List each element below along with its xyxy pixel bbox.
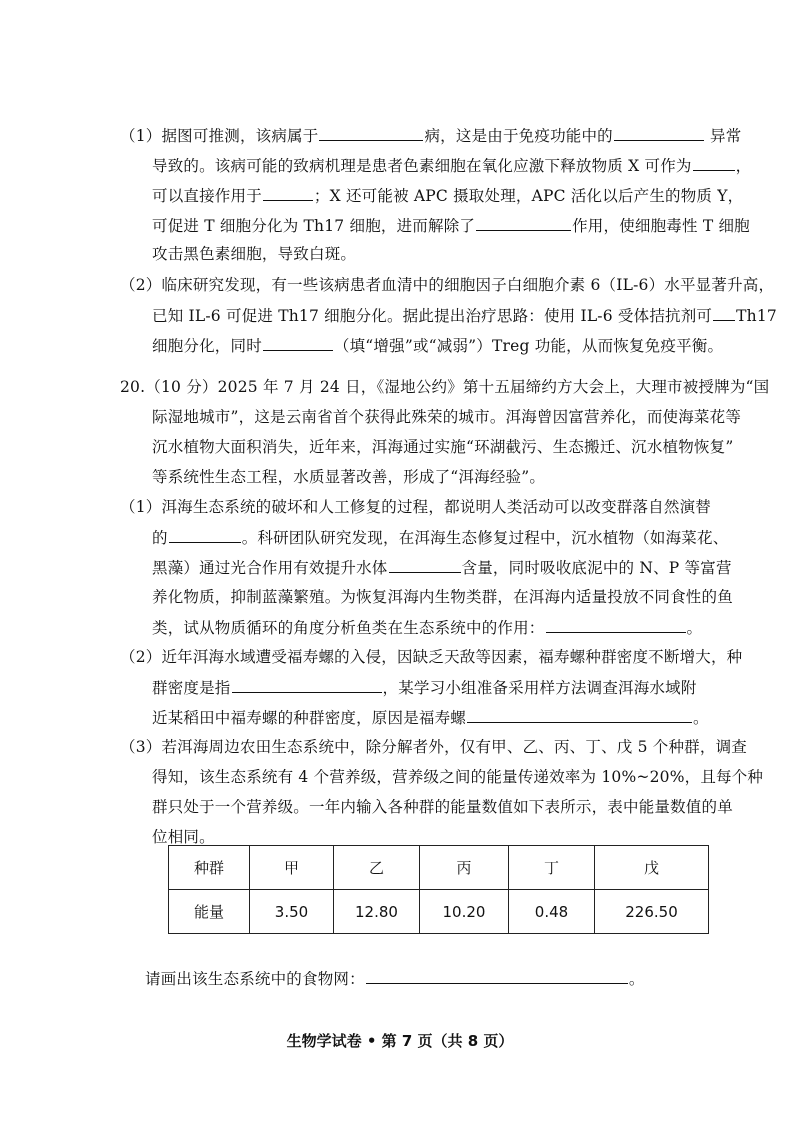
q19-p1-line1: （1）据图可推测，该病属于 病，这是由于免疫功能中的 异常: [120, 127, 742, 145]
q20-intro-line3: 沉水植物大面积消失，近年来，洱海通过实施“环湖截污、生态搬迁、沉水植物恢复”: [152, 438, 734, 456]
energy-table: [168, 845, 709, 934]
answer-blank[interactable]: [476, 215, 571, 231]
q20-p1-line4: 养化物质，抑制蓝藻繁殖。为恢复洱海内生物类群，在洱海内适量投放不同食性的鱼: [152, 588, 733, 606]
q20-intro-line4: 等系统性生态工程，水质显著改善，形成了“洱海经验”。: [152, 468, 546, 486]
q20-p3-line2: 得知，该生态系统有 4 个营养级，营养级之间的能量传递效率为 10%~20%，且每个种: [152, 768, 764, 786]
q20-intro-line2: 际湿地城市”，这是云南省首个获得此殊荣的城市。洱海曾因富营养化，而使海菜花等: [152, 408, 742, 426]
q19-p2-line3: 细胞分化，同时 （填“增强”或“减弱”）Treg 功能，从而恢复免疫平衡。: [152, 337, 724, 355]
table-header-row: [169, 846, 709, 890]
q19-p2-line1: （2）临床研究发现，有一些该病患者血清中的细胞因子白细胞介素 6（IL-6）水平显著升高，: [120, 276, 775, 294]
table-header-cell: 种群: [169, 846, 250, 890]
q20-p2-line3: 近某稻田中福寿螺的种群密度，原因是福寿螺 。: [152, 709, 709, 727]
answer-blank[interactable]: [232, 677, 382, 693]
table-header-cell: 丁: [509, 846, 595, 890]
q19-p1-line5: 攻击黑色素细胞，导致白斑。: [152, 245, 357, 263]
q19-p2-line2: 已知 IL-6 可促进 Th17 细胞分化。据此提出治疗思路：使用 IL-6 受体拮抗剂可 Th17: [152, 307, 777, 325]
table-cell: 能量: [169, 890, 250, 934]
answer-blank[interactable]: [319, 125, 423, 141]
answer-blank[interactable]: [467, 707, 692, 723]
answer-blank[interactable]: [169, 527, 241, 543]
q20-p1-line5: 类，试从物质循环的角度分析鱼类在生态系统中的作用： 。: [152, 619, 703, 637]
answer-blank[interactable]: [693, 155, 735, 171]
q20-foodweb-line: 请画出该生态系统中的食物网： 。: [145, 970, 645, 988]
q19-p1-line3: 可以直接作用于 ；X 还可能被 APC 摄取处理，APC 活化以后产生的物质 Y，: [152, 187, 744, 205]
answer-blank[interactable]: [366, 968, 628, 984]
q20-intro-line1: 20.（10 分）2025 年 7 月 24 日，《湿地公约》第十五届缔约方大会上，大理市被授牌为“国: [120, 378, 770, 396]
table-cell: 3.50: [250, 890, 334, 934]
page-footer: 生物学试卷 • 第 7 页（共 8 页）: [286, 1032, 514, 1050]
table-row: [169, 890, 709, 934]
table-header-cell: 戊: [595, 846, 709, 890]
q20-p1-line1: （1）洱海生态系统的破坏和人工修复的过程，都说明人类活动可以改变群落自然演替: [120, 498, 711, 516]
table-cell: 0.48: [509, 890, 595, 934]
table-cell: 226.50: [595, 890, 709, 934]
q20-p3-line3: 群只处于一个营养级。一年内输入各种群的能量数值如下表所示，表中能量数值的单: [152, 798, 733, 816]
q19-p1-line4: 可促进 T 细胞分化为 Th17 细胞，进而解除了 作用，使细胞毒性 T 细胞: [152, 217, 750, 235]
answer-blank[interactable]: [713, 305, 735, 321]
table-cell: 10.20: [420, 890, 509, 934]
answer-blank[interactable]: [263, 335, 333, 351]
answer-blank[interactable]: [389, 557, 461, 573]
q20-p1-line2: 的 。科研团队研究发现，在洱海生态修复过程中，沉水植物（如海菜花、: [152, 529, 729, 547]
q19-p1-line2: 导致的。该病可能的致病机理是患者色素细胞在氧化应激下释放物质 X 可作为 ，: [152, 157, 752, 175]
table-header-cell: 丙: [420, 846, 509, 890]
table-header-cell: 乙: [334, 846, 420, 890]
table-header-cell: 甲: [250, 846, 334, 890]
q20-p2-line2: 群密度是指 ，某学习小组准备采用样方法调查洱海水域附: [152, 679, 697, 697]
q20-p2-line1: （2）近年洱海水域遭受福寿螺的入侵，因缺乏天敌等因素，福寿螺种群密度不断增大，种: [120, 648, 743, 666]
q20-p1-line3: 黑藻）通过光合作用有效提升水体 含量，同时吸收底泥中的 N、P 等富营: [152, 559, 732, 577]
table-cell: 12.80: [334, 890, 420, 934]
answer-blank[interactable]: [263, 185, 313, 201]
answer-blank[interactable]: [546, 617, 686, 633]
q20-p3-line4: 位相同。: [152, 828, 215, 846]
answer-blank[interactable]: [614, 125, 704, 141]
q20-p3-line1: （3）若洱海周边农田生态系统中，除分解者外，仅有甲、乙、丙、丁、戊 5 个种群，调查: [120, 738, 747, 756]
